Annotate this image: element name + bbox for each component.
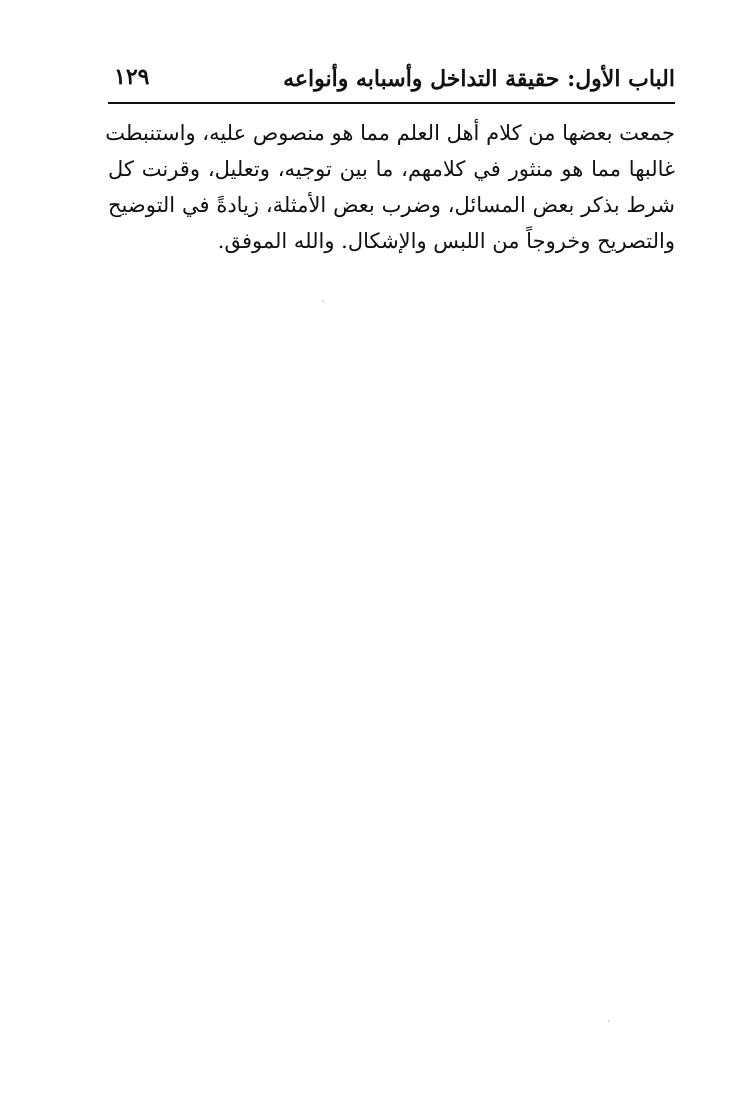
page-number: ١٢٩ (114, 64, 150, 90)
text-line: شرط بذكر بعض المسائل، وضرب بعض الأمثلة، زيادةً في التوضيح (108, 193, 675, 217)
header-divider (108, 102, 675, 104)
text-line: والتصريح وخروجاً من اللبس والإشكال. والله الموفق. (217, 229, 675, 253)
body-paragraph (105, 115, 675, 259)
text-line: غالبها مما هو منثور في كلامهم، ما بين توجيه، وتعليل، وقرنت كل (108, 157, 675, 181)
paper-speck (608, 1020, 610, 1022)
paper-speck (322, 300, 324, 302)
text-line: جمعت بعضها من كلام أهل العلم مما هو منصوص عليه، واستنبطت (105, 121, 675, 145)
chapter-title: الباب الأول: حقيقة التداخل وأسبابه وأنواعه (283, 66, 675, 92)
running-header (108, 58, 675, 102)
